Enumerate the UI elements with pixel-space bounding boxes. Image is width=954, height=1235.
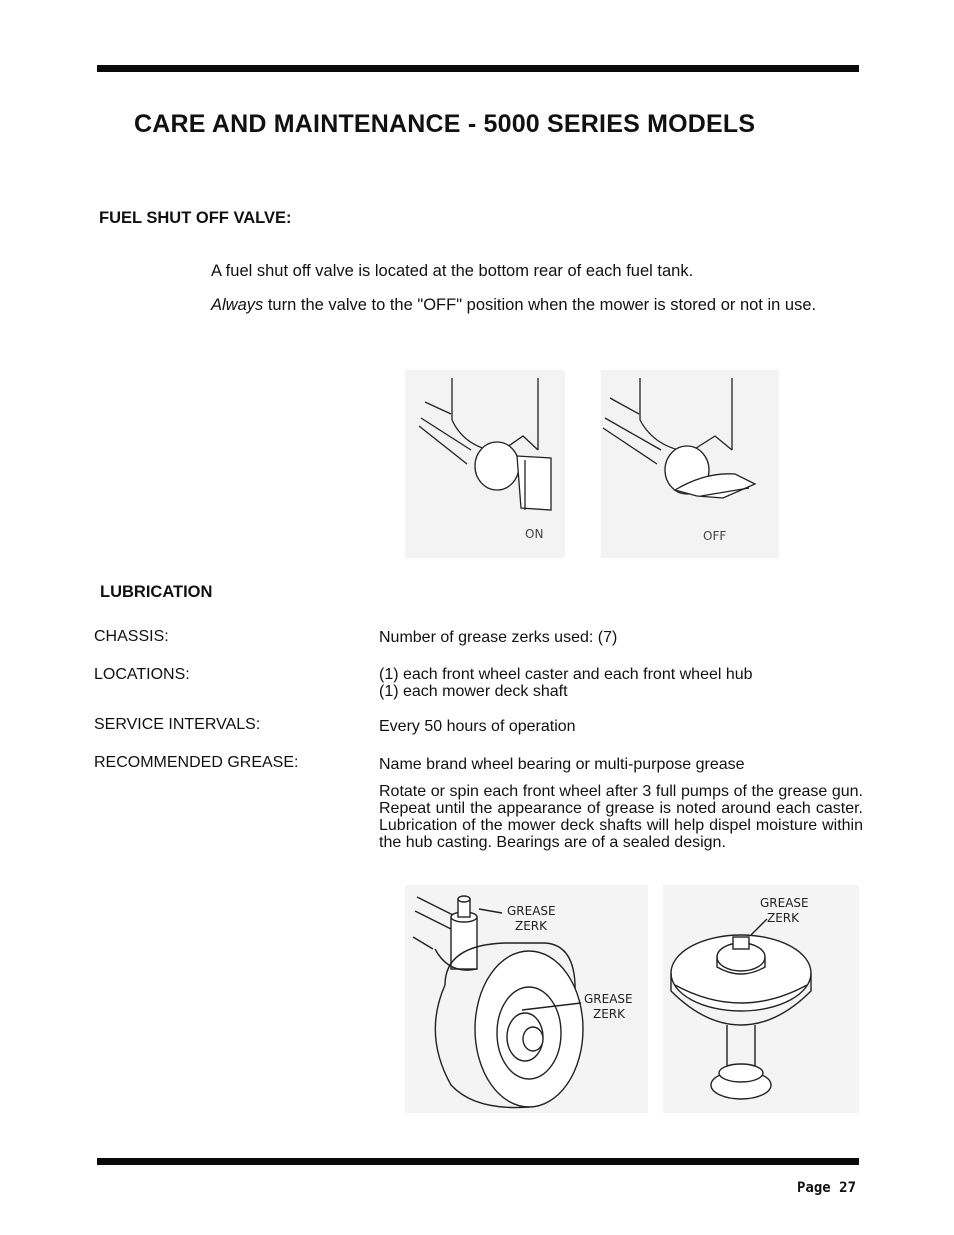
locations-label: LOCATIONS: bbox=[94, 666, 190, 683]
shaft-zerk-label-line2: ZERK bbox=[767, 911, 800, 925]
grease-zerk-figure bbox=[405, 885, 861, 1115]
always-emphasis: Always bbox=[211, 296, 264, 314]
service-intervals-label: SERVICE INTERVALS: bbox=[94, 716, 261, 733]
fuel-valve-heading: FUEL SHUT OFF VALVE: bbox=[99, 209, 292, 227]
locations-line1: (1) each front wheel caster and each front wheel hub bbox=[379, 666, 753, 683]
chassis-value: Number of grease zerks used: (7) bbox=[379, 629, 618, 646]
hub-zerk-label-line2: ZERK bbox=[593, 1007, 626, 1021]
recommended-grease-value: Name brand wheel bearing or multi-purpose grease bbox=[379, 756, 745, 773]
bottom-rule bbox=[97, 1158, 859, 1165]
fuel-valve-figure bbox=[405, 370, 780, 560]
shaft-zerk-label-line1: GREASE bbox=[760, 896, 809, 910]
fuel-valve-off-label: OFF bbox=[703, 529, 727, 543]
locations-line2: (1) each mower deck shaft bbox=[379, 683, 568, 700]
fuel-valve-line2-rest: turn the valve to the "OFF" position when the mower is stored or not in use. bbox=[263, 296, 817, 314]
chassis-label: CHASSIS: bbox=[94, 628, 169, 645]
lubrication-heading: LUBRICATION bbox=[100, 583, 213, 601]
page-number: Page 27 bbox=[797, 1180, 857, 1196]
caster-zerk-label-line2: ZERK bbox=[515, 919, 548, 933]
page-title: CARE AND MAINTENANCE - 5000 SERIES MODELS bbox=[134, 110, 756, 138]
top-rule bbox=[97, 65, 859, 72]
service-intervals-value: Every 50 hours of operation bbox=[379, 718, 576, 735]
recommended-grease-label: RECOMMENDED GREASE: bbox=[94, 754, 299, 771]
caster-zerk-label-line1: GREASE bbox=[507, 904, 556, 918]
fuel-valve-line1: A fuel shut off valve is located at the bottom rear of each fuel tank. bbox=[211, 262, 694, 280]
fuel-valve-line2 bbox=[211, 296, 816, 315]
lubrication-instructions: Rotate or spin each front wheel after 3 full pumps of the grease gun. Repeat until the appearance of grease is noted around each caster. Lubrication of the mower deck shafts will help dispel moisture within the hub casting. Bearings are of a sealed design. bbox=[379, 783, 863, 851]
fuel-valve-on-label: ON bbox=[525, 527, 544, 541]
hub-zerk-label-line1: GREASE bbox=[584, 992, 633, 1006]
